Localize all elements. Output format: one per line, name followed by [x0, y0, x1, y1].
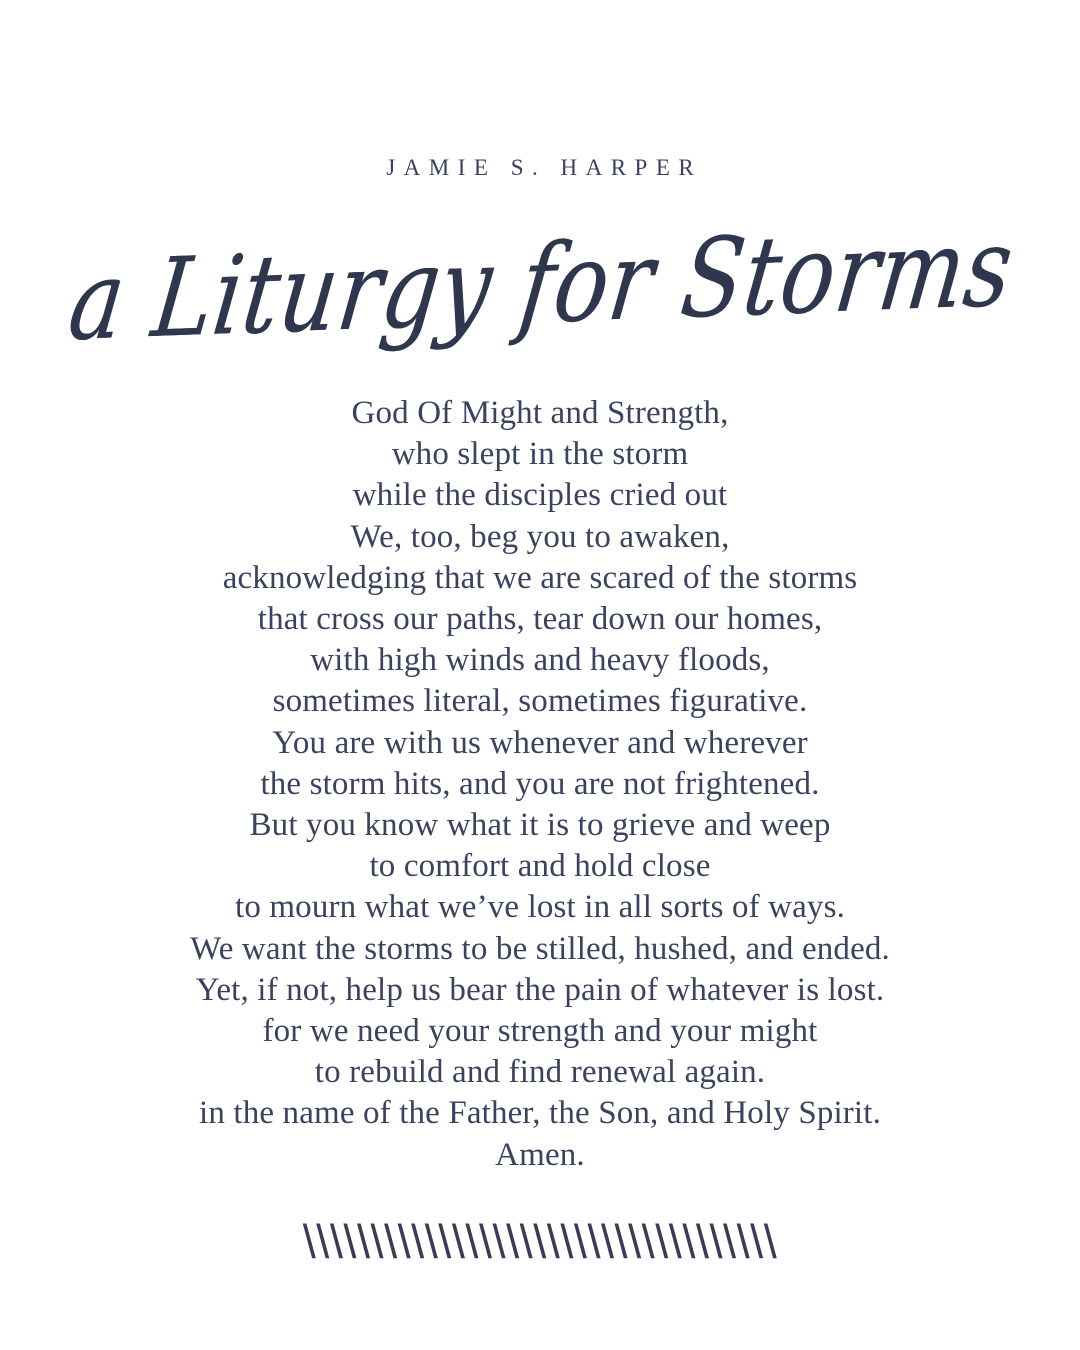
prayer-line: the storm hits, and you are not frightened. — [260, 765, 820, 802]
prayer-line: who slept in the storm — [391, 436, 689, 473]
prayer-line: Amen. — [495, 1136, 585, 1173]
prayer-line: that cross our paths, tear down our homes, — [257, 601, 823, 638]
title-script-text: a Liturgy for Storms — [63, 203, 1020, 365]
prayer-line: We want the storms to be stilled, hushed, and ended. — [190, 930, 890, 967]
prayer-line: for we need your strength and your might — [262, 1013, 818, 1050]
page-title — [0, 203, 1080, 365]
author-name: JAMIE S. HARPER — [386, 155, 703, 180]
prayer-line: Yet, if not, help us bear the pain of whatever is lost. — [195, 971, 885, 1008]
diagonal-strokes-ornament-icon: \\\\\\\\\\\\\\\\\\\\\\\\\\\\\\\\\\\ — [302, 1215, 778, 1268]
prayer-line: We, too, beg you to awaken, — [350, 518, 730, 555]
prayer-line: God Of Might and Strength, — [351, 395, 729, 431]
prayer-line: You are with us whenever and wherever — [272, 724, 808, 761]
prayer-line: to mourn what we’ve lost in all sorts of ways. — [235, 889, 845, 926]
prayer-line: acknowledging that we are scared of the storms — [222, 559, 858, 596]
prayer-line: to comfort and hold close — [369, 848, 711, 885]
prayer-line: in the name of the Father, the Son, and Holy Spirit. — [199, 1095, 881, 1132]
prayer-line: But you know what it is to grieve and weep — [249, 807, 831, 844]
prayer-body — [60, 393, 1020, 1176]
prayer-line: sometimes literal, sometimes figurative. — [272, 683, 808, 720]
prayer-line: while the disciples cried out — [352, 477, 728, 514]
prayer-line: to rebuild and find renewal again. — [314, 1054, 766, 1091]
prayer-line: with high winds and heavy floods, — [310, 642, 770, 679]
